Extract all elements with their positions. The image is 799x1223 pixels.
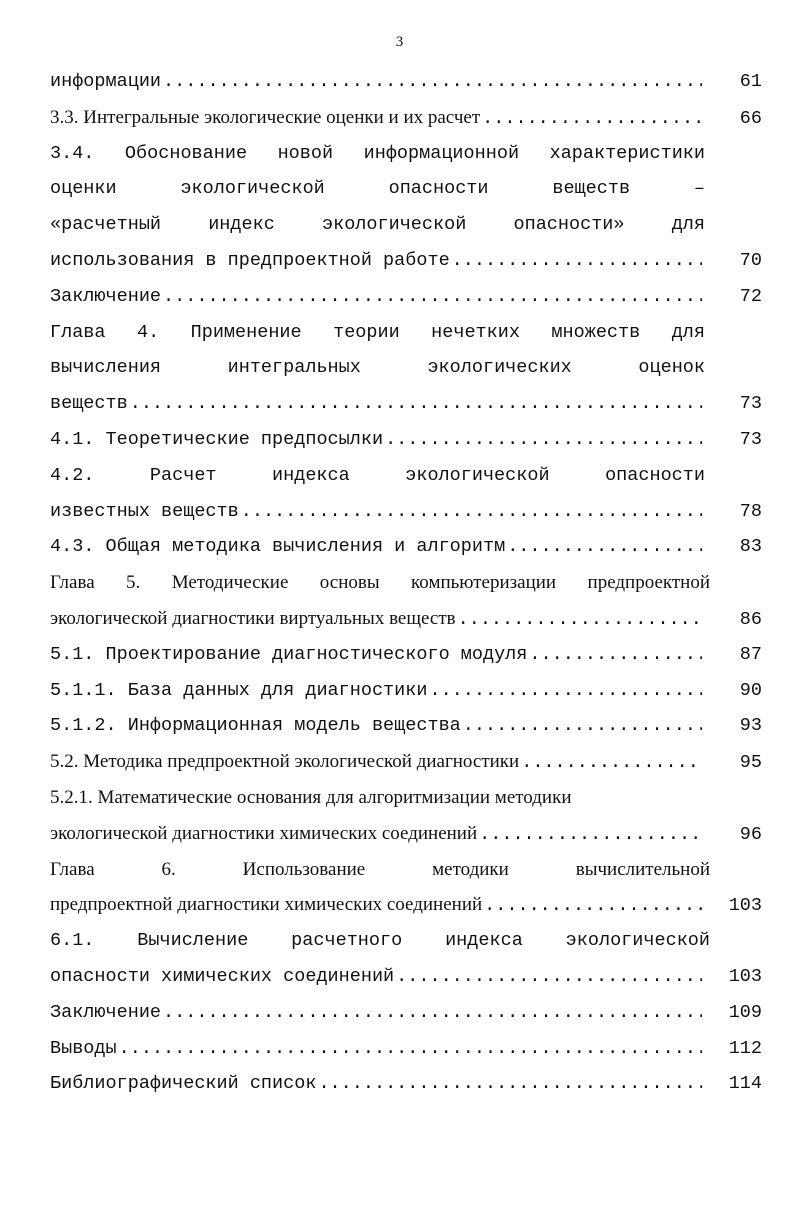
toc-entry-title: Заключение [50, 285, 162, 307]
dot-leader [463, 708, 702, 744]
toc-entry [50, 995, 762, 1031]
dot-leader [163, 279, 702, 315]
toc-entry [50, 744, 762, 780]
toc-entry [50, 565, 762, 637]
dot-leader [484, 888, 702, 924]
toc-entry-title: 3.3. Интегральные экологические оценки и их расчет [50, 106, 481, 128]
toc-page-number: 95 [739, 752, 762, 774]
toc-entry [50, 136, 762, 279]
toc-entry-title: Библиографический список [50, 1073, 317, 1095]
toc-line [50, 1066, 762, 1102]
toc-page-number: 72 [739, 285, 762, 307]
toc-page-number: 86 [739, 608, 762, 630]
toc-entry-title: 5.1.1. База данных для диагностики [50, 679, 428, 701]
toc-page-number: 93 [739, 715, 762, 737]
dot-leader [163, 995, 702, 1031]
toc-line [50, 64, 762, 100]
toc-page-number: 112 [728, 1037, 762, 1059]
toc-entry [50, 422, 762, 458]
toc-entry [50, 529, 762, 565]
dot-leader [458, 602, 702, 638]
toc-entry [50, 780, 762, 852]
toc-page-number: 90 [739, 679, 762, 701]
toc-entry-title: 5.1.2. Информационная модель вещества [50, 715, 461, 737]
toc-line [50, 529, 762, 565]
dot-leader [429, 673, 702, 709]
toc-entry-title: экологической диагностики химических соединений [50, 822, 478, 844]
toc-entry-title: информации [50, 71, 162, 92]
toc-entry [50, 279, 762, 315]
toc-page-number: 73 [739, 393, 762, 415]
dot-leader [119, 1031, 702, 1067]
toc-entry [50, 708, 762, 744]
toc-line [50, 816, 762, 852]
dot-leader [529, 637, 702, 673]
toc-line [50, 386, 762, 422]
toc-page-number: 87 [739, 643, 762, 665]
dot-leader [130, 386, 702, 422]
toc-line [50, 995, 762, 1031]
dot-leader [241, 494, 702, 530]
toc-entry [50, 852, 762, 924]
toc-entry-title: использования в предпроектной работе [50, 249, 450, 271]
toc-line: оценки экологической опасности веществ – [50, 178, 705, 200]
toc-line: 6.1. Вычисление расчетного индекса экологической [50, 930, 710, 952]
toc-line: Глава 5. Методические основы компьютеризации предпроектной [50, 572, 710, 594]
toc-line [50, 1031, 762, 1067]
toc-entry-title: 4.1. Теоретические предпосылки [50, 428, 384, 450]
toc-entry [50, 637, 762, 673]
dot-leader [507, 529, 702, 565]
toc-line [50, 708, 762, 744]
toc-entry-title: 5.2.1. Математические основания для алгоритмизации методики [50, 786, 572, 808]
toc-entry [50, 1066, 762, 1102]
toc-line: вычисления интегральных экологических оценок [50, 357, 705, 379]
toc-entry [50, 64, 762, 100]
toc-entry-title: 5.2. Методика предпроектной экологической диагностики [50, 751, 520, 773]
toc-line [50, 744, 762, 780]
toc-entry [50, 458, 762, 530]
toc-line [50, 494, 762, 530]
toc-line: Глава 6. Использование методики вычислительной [50, 858, 710, 880]
toc-line: Глава 4. Применение теории нечетких множеств для [50, 321, 705, 343]
toc-entry [50, 100, 762, 136]
toc-entry-title: 5.1. Проектирование диагностического модуля [50, 643, 528, 665]
toc-entry-title: известных веществ [50, 500, 239, 522]
toc-entry [50, 923, 762, 995]
dot-leader [396, 959, 702, 995]
toc-line: 4.2. Расчет индекса экологической опасности [50, 464, 705, 486]
toc-line [50, 959, 762, 995]
toc-page-number: 83 [739, 536, 762, 558]
toc-entry-title: Выводы [50, 1037, 117, 1059]
toc-line: «расчетный индекс экологической опасности» для [50, 214, 705, 236]
dot-leader [163, 64, 702, 100]
toc-line [50, 279, 762, 315]
toc-entry [50, 315, 762, 422]
toc-line [50, 637, 762, 673]
toc-page-number: 78 [739, 500, 762, 522]
toc-line [50, 780, 762, 816]
toc-line: 3.4. Обоснование новой информационной характеристики [50, 142, 705, 164]
dot-leader [521, 745, 702, 781]
toc-page-number: 96 [739, 823, 762, 845]
toc-page-number: 66 [739, 107, 762, 129]
toc-page-number: 73 [739, 428, 762, 450]
dot-leader [385, 422, 702, 458]
toc-line [50, 100, 762, 136]
toc-page-number: 103 [728, 965, 762, 987]
dot-leader [318, 1066, 702, 1102]
toc-page-number: 109 [728, 1001, 762, 1023]
toc-entry-title: предпроектной диагностики химических соединений [50, 894, 483, 916]
toc-line [50, 673, 762, 709]
toc-entry [50, 1031, 762, 1067]
dot-leader [452, 243, 702, 279]
toc-entry-title: экологической диагностики виртуальных веществ [50, 607, 456, 629]
toc-line [50, 887, 762, 923]
dot-leader [479, 817, 702, 853]
toc-page-number: 70 [739, 249, 762, 271]
page-number: 3 [395, 34, 404, 50]
toc-entry-title: опасности химических соединений [50, 965, 395, 987]
toc-entry-title: Заключение [50, 1001, 162, 1023]
dot-leader [482, 101, 702, 137]
toc-page-number: 103 [728, 895, 762, 917]
toc-line [50, 422, 762, 458]
toc-entry-title: 4.3. Общая методика вычисления и алгоритм [50, 536, 506, 558]
toc-line [50, 601, 762, 637]
table-of-contents [50, 64, 762, 1102]
toc-entry-title: веществ [50, 393, 128, 415]
toc-entry [50, 673, 762, 709]
toc-line [50, 243, 762, 279]
toc-page-number: 114 [728, 1073, 762, 1095]
toc-page-number: 61 [739, 71, 762, 92]
